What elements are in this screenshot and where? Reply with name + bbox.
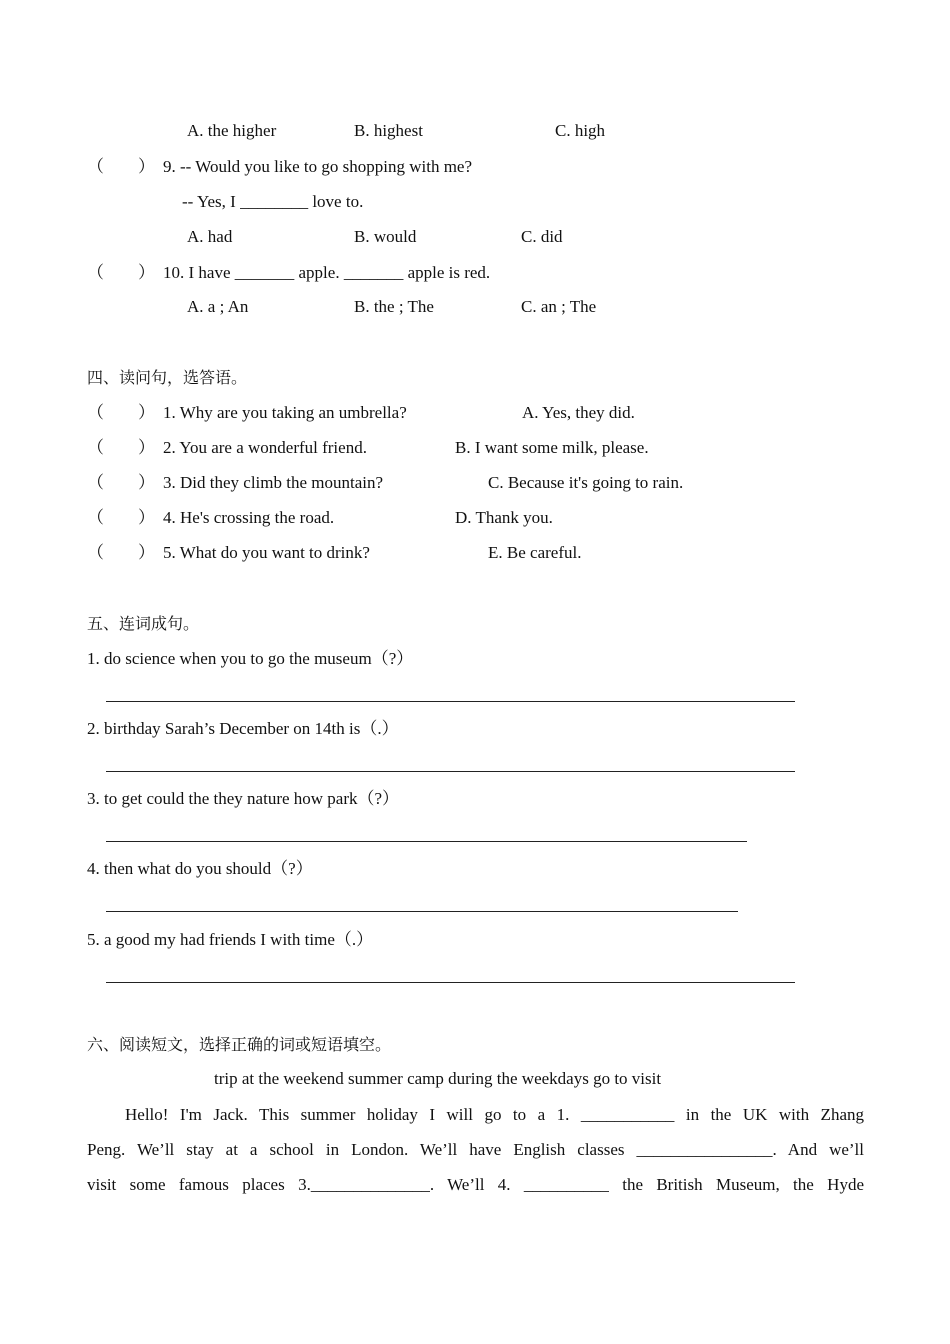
s4-q2-paren[interactable]: （ ） — [87, 438, 155, 457]
s5-item-1: 1. do science when you to go the museum（?） — [87, 649, 414, 668]
q9-option-c: C. did — [521, 227, 563, 246]
s4-answer-c: C. Because it's going to rain. — [488, 473, 684, 492]
s5-item-5: 5. a good my had friends I with time（.） — [87, 930, 374, 949]
s4-q1-paren[interactable]: （ ） — [87, 403, 155, 422]
q9-answer-paren[interactable]: （ ） — [87, 157, 155, 176]
q9-option-a: A. had — [187, 227, 233, 246]
s4-answer-b: B. I want some milk, please. — [455, 438, 649, 457]
s4-q3-question: 3. Did they climb the mountain? — [163, 473, 384, 492]
word-bank: trip at the weekend summer camp during the weekdays go to visit — [214, 1069, 662, 1088]
s4-q3-paren[interactable]: （ ） — [87, 473, 155, 492]
s4-q4-question: 4. He's crossing the road. — [163, 508, 335, 527]
q8-option-b: B. highest — [354, 121, 423, 140]
passage-line-1: Hello! I'm Jack. This summer holiday I will go to a 1. ___________ in the UK with Zhang — [125, 1105, 864, 1124]
s5-answer-line-3[interactable] — [106, 841, 747, 842]
s4-q4-paren[interactable]: （ ） — [87, 508, 155, 527]
s4-q5-question: 5. What do you want to drink? — [163, 543, 370, 562]
section5-title: 五、连词成句。 — [87, 614, 200, 633]
s4-q5-paren[interactable]: （ ） — [87, 543, 155, 562]
section4-title: 四、读问句，选答语。 — [87, 368, 248, 387]
q10-option-a: A. a ; An — [187, 297, 249, 316]
s5-answer-line-4[interactable] — [106, 911, 738, 912]
q9-option-b: B. would — [354, 227, 417, 246]
passage-line-2: Peng. We’ll stay at a school in London. We’ll have English classes ________________. And we’ll — [87, 1140, 864, 1159]
q10-answer-paren[interactable]: （ ） — [87, 263, 155, 282]
s4-q1-question: 1. Why are you taking an umbrella? — [163, 403, 407, 422]
q8-option-c: C. high — [555, 121, 606, 140]
q9-question: 9. -- Would you like to go shopping with me? — [163, 157, 473, 176]
s5-item-2: 2. birthday Sarah’s December on 14th is（.） — [87, 719, 399, 738]
q8-option-a: A. the higher — [187, 121, 277, 140]
s4-q2-question: 2. You are a wonderful friend. — [163, 438, 367, 457]
q10-question: 10. I have _______ apple. _______ apple is red. — [163, 263, 491, 282]
q10-option-c: C. an ; The — [521, 297, 597, 316]
q9-answer-line: -- Yes, I ________ love to. — [182, 192, 364, 211]
q10-option-b: B. the ; The — [354, 297, 434, 316]
s5-item-3: 3. to get could the they nature how park（?） — [87, 789, 400, 808]
s5-answer-line-2[interactable] — [106, 771, 795, 772]
s4-answer-a: A. Yes, they did. — [522, 403, 635, 422]
passage-line-3: visit some famous places 3.______________. We’ll 4. __________ the British Museum, the Hyde — [87, 1175, 864, 1194]
s5-answer-line-5[interactable] — [106, 982, 795, 983]
s5-answer-line-1[interactable] — [106, 701, 795, 702]
s4-answer-d: D. Thank you. — [455, 508, 553, 527]
section6-title: 六、阅读短文，选择正确的词或短语填空。 — [87, 1035, 392, 1054]
s4-answer-e: E. Be careful. — [488, 543, 582, 562]
s5-item-4: 4. then what do you should（?） — [87, 859, 313, 878]
